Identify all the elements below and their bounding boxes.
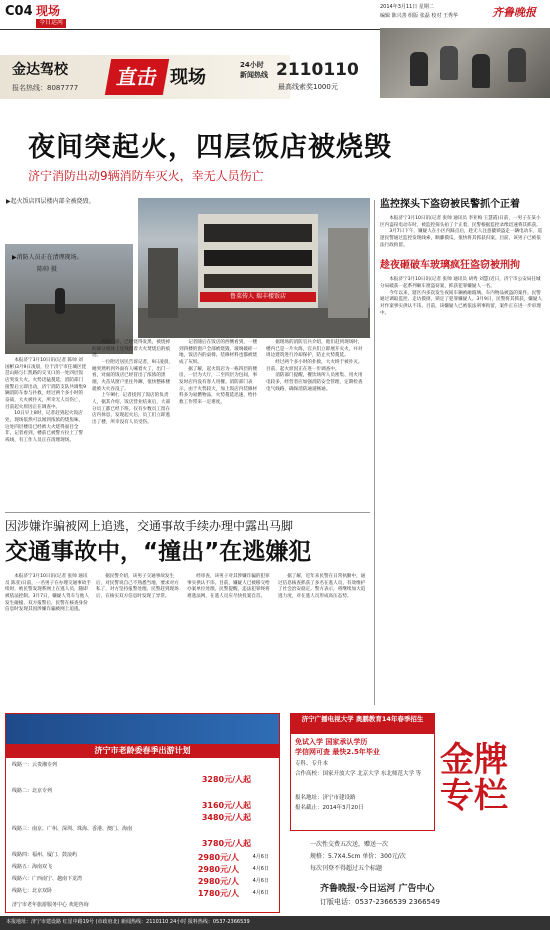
article-col-3 — [179, 340, 261, 407]
paragraph: 今年以来，辖区内多次发生夜间车辆被砸玻璃、车内物品被盗的案件。民警通过调取监控、走访摸排，锁定了犯罪嫌疑人。3月9日，民警将其抓获，嫌疑人对作案事实供认不讳。目前，该嫌疑人已被依法刑事拘留，案件正在进一步审理中。 — [380, 290, 543, 316]
paragraph: 10日早上8时，记者赶到起火饭店处，现场依然可以闻到浓浓的烧焦味，这处四层楼房已经被大火烧得面目全非，记者看到，楼前已被警方拉上了警戒线，有工作人员正在清理现场。 — [5, 411, 84, 443]
univ-ad-title: 济宁广播电视大学 奥鹏教育14年春季招生 — [291, 714, 434, 734]
article-col-2 — [92, 340, 174, 427]
driving-school-name: 金达驾校 — [12, 62, 68, 78]
burned-building-photo — [138, 198, 370, 338]
staff-credits: 编辑 陈兴善 组版 张磊 校对 王秀华 — [380, 13, 458, 19]
univ-line: 专科、专升本 — [295, 761, 329, 767]
univ-line: 报名截止：2014年3月20日 — [295, 805, 364, 811]
jinpai-line: 一次性交费五次送，赠送一次 — [310, 841, 389, 848]
jinpai-footer: 齐鲁晚报·今日运河 广告中心 — [320, 884, 435, 894]
route-price: 2980元/人 — [197, 865, 239, 874]
route-price: 3780元/人起 — [201, 839, 251, 848]
jinpai-phone: 订版电话：0537-2366539 2366549 — [320, 898, 440, 906]
route-2-price-a — [12, 800, 275, 811]
photographer-credit: 陈帅 摄 — [37, 266, 57, 273]
right-story-2 — [380, 277, 545, 317]
inset-photo — [5, 244, 133, 354]
top-photo — [380, 28, 550, 98]
university-ad — [290, 713, 545, 913]
hotline-hours: 24小时 — [240, 61, 264, 69]
paragraph: 本报济宁3月10日讯(记者 张帅 通讯员 胡秀 刘慧)近日，济宁市公安局任城分局破获一起系列砸车窗盗窃案，抓获犯罪嫌疑人一名。 — [380, 277, 541, 289]
route-price: 3480元/人起 — [201, 813, 251, 822]
story2-strapline: 因涉嫌诈骗被网上追逃，交通事故手续办理中露出马脚 — [5, 519, 294, 533]
xianchang-label: 现场 — [170, 67, 206, 88]
news-hotline — [232, 58, 382, 98]
story2-col-4 — [278, 574, 368, 601]
right-story-1 — [380, 216, 545, 249]
route-name: 线路六：广西南宁、越南下龙湾 — [12, 876, 83, 882]
route-date: 4月6日 — [252, 890, 269, 896]
travel-ad — [5, 713, 280, 913]
inset-caption-text: 消防人员正在清理现场。 — [16, 254, 83, 261]
paragraph: 据现场的消防官兵介绍，他们赶到现场时，楼内已是一片火海，官兵们立即展开灭火，并对周边建筑进行冷却保护，防止火势蔓延。 — [266, 340, 363, 359]
story2-col-2 — [96, 574, 182, 601]
paragraph: 据了解，近年来民警在日常执勤中，通过信息核查抓获了多名在逃人员，有效维护了社会治安稳定。警方表示，将继续加大追逃力度，对在逃人员形成高压态势。 — [278, 574, 366, 599]
paragraph: 经审查，该男子对其涉嫌诈骗的犯罪事实供认不讳。目前，嫌疑人已被移交给办案单位处理。民警提醒，违法犯罪终将难逃法网，在逃人员应尽快投案自首。 — [187, 574, 270, 599]
route-name: 线路七：北京双卧 — [12, 888, 53, 894]
jinpai-line: 每次刊登不得超过五个标题 — [310, 865, 383, 872]
hotline-label: 新闻热线 — [240, 71, 268, 79]
route-date: 4月6日 — [252, 854, 269, 860]
paragraph: 消防部门提醒，餐饮场所人员密集、用火用电较多，经营者应加强消防安全管理，定期检查电气线路，确保消防通道畅通。 — [266, 373, 363, 392]
route-1 — [12, 762, 275, 773]
main-headline: 夜间突起火，四层饭店被烧毁 — [28, 132, 392, 163]
paragraph: 记者随后在饭店的西侧看到，一楼到四楼的窗户全部被烧毁，玻璃破碎一地，饭店内的桌椅、装修材料也都被烧成了灰烬。 — [179, 340, 258, 365]
newspaper-logo: 齐鲁晚报 — [492, 6, 536, 19]
inset-caption: ▶消防人员正在清理现场。 — [12, 254, 83, 261]
driving-school-tel: 报名热线：8087777 — [12, 84, 79, 92]
univ-line: 合作高校：国家开放大学 北京大学 东北师范大学 等 — [295, 771, 422, 777]
route-price: 2980元/人 — [197, 877, 239, 886]
paragraph: 上午9时，记者找到了饭店的负责人，据其介绍，饭店营业结束后，大部分员工都已经下班，仅有少数员工留在店内休息，发现起火后，员工们立即逃出了楼，所幸没有人员受伤。 — [92, 393, 171, 425]
paragraph: 据了解，起火饭店为一栋四层的楼房，一层为大厅，二至四层为包间，事发时店内没有客人用餐。消防部门表示，由于火势较大，加上饭店内装修材料多为易燃物品，火势蔓延迅速，给扑救工作带来一定难度。 — [179, 366, 258, 405]
route-3 — [12, 826, 275, 837]
route-3-price — [12, 838, 275, 849]
route-6 — [12, 876, 275, 887]
shop-sign: 鲁菜传人 瑞丰楼饭店 — [200, 292, 316, 302]
route-7 — [12, 888, 275, 899]
jinpai-line: 规格：5.7X4.5cm 单价：300元/次 — [310, 853, 406, 860]
paragraph: 一位附近居民告诉记者，9日凌晨，她突然听到外面有人喊着火了，出门一看，对面的饭店已经冒出了浓浓的黑烟，火苗从窗户里往外蹿，很快整栋楼就被大火吞没了。 — [92, 359, 174, 392]
article-col-1 — [5, 358, 87, 445]
story2-col-1 — [5, 574, 91, 614]
univ-line: 免试入学 国家承认学历 — [295, 738, 368, 746]
jinpai-title: 金牌专栏 — [440, 740, 508, 816]
story2-headline: 交通事故中，“撞出”在逃嫌犯 — [5, 539, 312, 565]
route-name: 线路四：福州、厦门、鼓浪屿 — [12, 852, 78, 858]
article-col-4 — [266, 340, 366, 393]
route-2-price-b — [12, 812, 275, 823]
photo-caption-text: 起火饭店四层楼内部全被烧毁。 — [10, 198, 95, 205]
right-column — [380, 198, 545, 317]
univ-line: 学信网可查 最快2.5年毕业 — [295, 748, 380, 756]
paragraph: 环的门面，已经烧得发黑，被烧掉的部分墙体上还残留着大火焚烧后的痕迹。 — [92, 340, 171, 359]
route-name: 线路三：南京、广州、深圳、珠海、香港、澳门、海南 — [12, 826, 133, 832]
travel-ad-footer: 济宁市老年旅游服务中心 欢迎咨询 — [12, 902, 89, 908]
univ-line: 报名地址：济宁市建设路 — [295, 795, 356, 801]
right-headline-2: 趁夜砸破车玻璃疯狂盗窃被刑拘 — [380, 260, 520, 272]
route-price: 2980元/人 — [197, 853, 239, 862]
page-header — [0, 0, 550, 30]
route-price: 1780元/人 — [197, 889, 239, 898]
route-name: 线路五：海南双飞 — [12, 864, 53, 870]
section-sub: 今日运河 — [36, 19, 66, 28]
paragraph: 据民警介绍，该男子交通事故发生后，对民警说自己不熟悉当地，要求对方私了，对方坚持报警处理。民警赶到现场后，在核实双方信息时发现了异常。 — [96, 574, 179, 599]
right-headline-1: 监控探头下盗窃被民警抓个正着 — [380, 199, 520, 210]
zhiji-badge: 直击 — [105, 59, 169, 95]
paragraph: 经过两个多小时的扑救，大火终于被扑灭。目前，起火原因正在进一步调查中。 — [266, 359, 363, 372]
route-price: 3160元/人起 — [201, 801, 251, 810]
route-name: 线路一：云贵湘专列 — [12, 762, 58, 768]
photo-caption: ▶起火饭店四层楼内部全被烧毁。 — [6, 198, 95, 205]
route-5 — [12, 864, 275, 875]
route-price: 3280元/人起 — [201, 775, 251, 784]
section-title: 现场 — [36, 4, 61, 18]
issue-date: 2014年3月11日 星期二 — [380, 4, 434, 10]
page-number: C04 — [5, 4, 33, 19]
paragraph: 本报济宁3月10日讯(记者 张帅 通讯员 陈亚)日前，一名男子在办理交通事故手续时，被民警发现系网上在逃人员，随即被依法控制。3月7日，嫌疑人驾车与他人发生碰撞，双方报警后，民警在核查身份信息时发现其因涉嫌诈骗被网上追逃。 — [5, 574, 91, 613]
route-2 — [12, 788, 275, 799]
story2-col-3 — [187, 574, 273, 601]
hotline-number: 2110110 — [276, 60, 359, 80]
route-1-price — [12, 774, 275, 785]
route-name: 线路二：北京专列 — [12, 788, 53, 794]
hotline-reward: 最高线索奖1000元 — [278, 83, 338, 91]
route-date: 4月6日 — [252, 878, 269, 884]
route-date: 4月6日 — [252, 866, 269, 872]
page-footer: 本报地址：济宁市建设路 红星中路19号 (市政府北) 新闻热线：2110110 24小时 报料热线：0537-2366539 — [0, 916, 550, 930]
travel-ad-title: 济宁市老龄委春季出游计划 — [6, 744, 279, 758]
route-4 — [12, 852, 275, 863]
paragraph: 本报济宁3月10日讯(记者 张帅 通讯员 李亚梅 王慧霞)日前，一男子在某小区内盗窃电动车时，被监控探头拍了个正着，民警根据监控录像迅速将其抓获。 — [380, 216, 541, 228]
main-subheadline: 济宁消防出动9辆消防车灭火，幸无人员伤亡 — [28, 169, 264, 183]
paragraph: 本报济宁3月10日讯(记者 陈帅 刘国彬)3月9日凌晨，位于济宁市任城区琵琶山路与仁凯路的交叉口的一处四层饭店突发大火。火势迅猛蔓延，消防部门接警后立即出动，济宁消防支队共调集9辆消防车参与扑救，经过两个多小时的奋战，大火被扑灭，所幸无人员伤亡，目前起火原因正在调查中。 — [5, 358, 87, 410]
paragraph: 3月7日下午，嫌疑人在小区内踩点后，趁无人注意撬锁盗走一辆电动车，巡逻民警通过监控发现线索，顺藤摸瓜，很快将其抓获归案。目前，该男子已被依法行政拘留。 — [380, 229, 543, 248]
